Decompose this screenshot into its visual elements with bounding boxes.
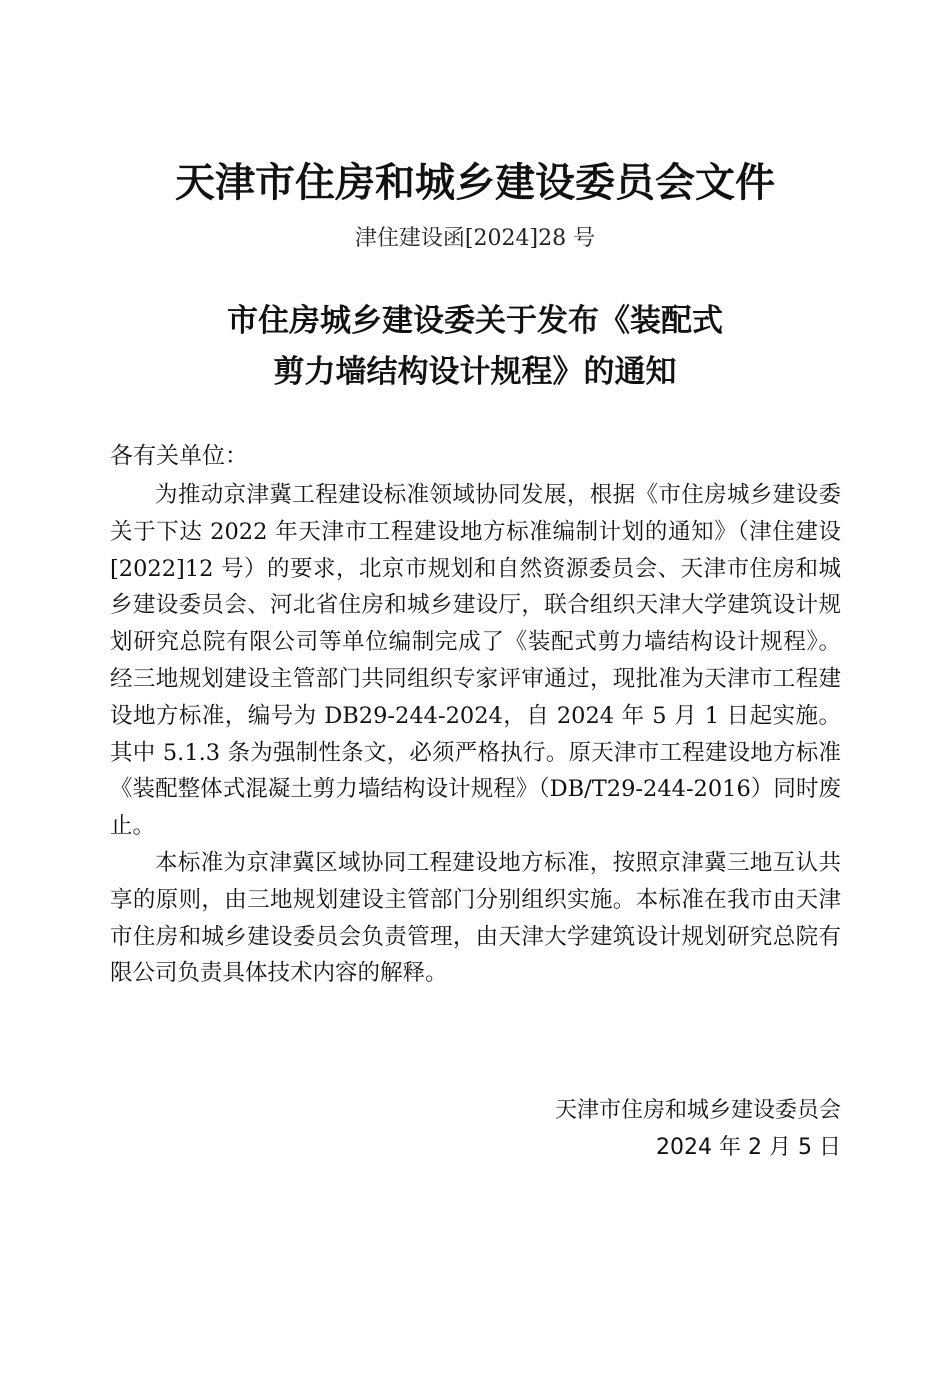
- notice-body: [110, 477, 841, 992]
- signature-organization: 天津市住房和城乡建设委员会: [554, 1098, 841, 1123]
- salutation: 各有关单位：: [110, 443, 248, 469]
- document-header-title: 天津市住房和城乡建设委员会文件: [175, 159, 775, 206]
- body-paragraph-1: 为推动京津冀工程建设标准领域协同发展，根据《市住房城乡建设委关于下达 2022 年天津市工程建设地方标准编制计划的通知》（津住建设[2022]12 号）的要求，北京市规划和自然资源委员会、天津市住房和城乡建设委员会、河北省住房和城乡建设厅，联合组织天津大学建筑设计规划研究总院有限公司等单位编制完成了《装配式剪力墙结构设计规程》。经三地规划建设主管部门共同组织专家评审通过，现批准为天津市工程建设地方标准，编号为 DB29-244-2024，自 2024 年 5 月 1 日起实施。其中 5.1.3 条为强制性条文，必须严格执行。原天津市工程建设地方标准《装配整体式混凝土剪力墙结构设计规程》（DB/T29-244-2016）同时废止。: [110, 482, 841, 840]
- signature-date: 2024 年 2 月 5 日: [656, 1135, 841, 1160]
- notice-title-line-2: 剪力墙结构设计规程》的通知: [273, 354, 677, 390]
- notice-title-line-1: 市住房城乡建设委关于发布《装配式: [227, 303, 723, 339]
- signature-block: [555, 1092, 841, 1166]
- body-paragraph-2: 本标准为京津冀区域协同工程建设地方标准，按照京津冀三地互认共享的原则，由三地规划建设主管部门分别组织实施。本标准在我市由天津市住房和城乡建设委员会负责管理，由天津大学建筑设计规划研究总院有限公司负责具体技术内容的解释。: [110, 849, 841, 987]
- notice-title: [0, 296, 950, 398]
- document-number: 津住建设函[2024]28 号: [354, 226, 596, 251]
